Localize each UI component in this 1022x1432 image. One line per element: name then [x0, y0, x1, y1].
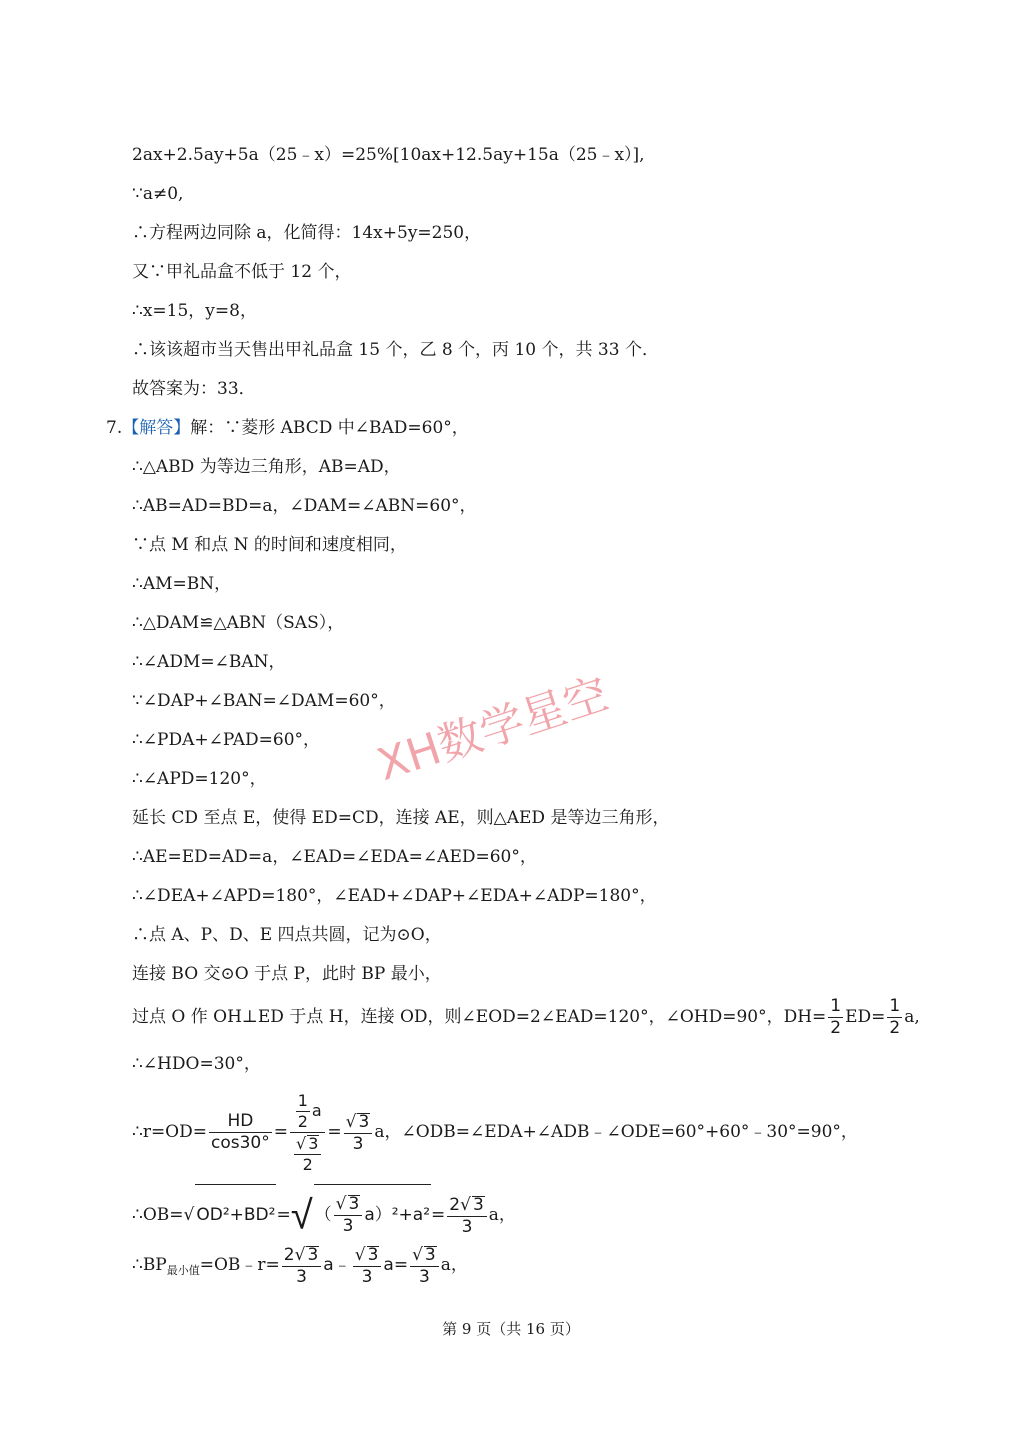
subscript-min: 最小值 [166, 1264, 200, 1277]
inner-expression: a）²+a² [364, 1205, 431, 1225]
numerator [294, 1135, 321, 1155]
text-line: ∴点 A、P、D、E 四点共圆，记为⊙O， [132, 925, 442, 945]
radical-sign: √ [294, 1244, 306, 1265]
minus-term: a﹣ [323, 1255, 351, 1275]
denominator: 2 [302, 1154, 313, 1174]
denominator [290, 1133, 325, 1173]
text-line: ∴∠PDA+∠PAD=60°， [132, 730, 321, 750]
fraction-2sqrt3-3 [447, 1196, 487, 1236]
text-line: ∴x=15，y=8， [132, 301, 257, 321]
radicand: 3 [307, 1244, 319, 1265]
formula-text: ∴r=OD= [132, 1122, 207, 1142]
numerator [334, 1195, 363, 1216]
page-footer: 第 9 页（共 16 页） [442, 1320, 580, 1338]
radicand: 3 [424, 1244, 436, 1265]
text-line: 2ax+2.5ay+5a（25﹣x）=25%[10ax+12.5ay+15a（25﹣x）], [132, 145, 645, 165]
numerator [353, 1246, 382, 1267]
equals-sign: = [273, 1122, 288, 1142]
numerator: 1 [297, 1090, 308, 1110]
watermark: XH数学星空 [371, 668, 615, 791]
denominator: cos30° [211, 1133, 270, 1153]
radical-sign: √ [412, 1244, 423, 1265]
text-line: 延长 CD 至点 E，使得 ED=CD，连接 AE，则△AED 是等边三角形， [132, 808, 670, 828]
numerator [282, 1246, 322, 1267]
fraction-sqrt3-3 [410, 1246, 439, 1286]
fraction-half [828, 998, 843, 1037]
text-line: 连接 BO 交⊙O 于点 P，此时 BP 最小， [132, 964, 442, 984]
radicand: 3 [367, 1244, 379, 1265]
numerator: 1 [830, 996, 842, 1016]
open-paren: （ [314, 1205, 332, 1225]
radicand: 3 [472, 1194, 484, 1215]
radical-sign: √ [183, 1205, 195, 1225]
radicand-large [314, 1184, 431, 1245]
equals-sign: = [327, 1122, 342, 1142]
denominator: 2 [830, 1018, 842, 1038]
radical-sign: √ [460, 1194, 471, 1215]
compound-fraction [290, 1090, 325, 1174]
formula-line-dh [132, 997, 920, 1037]
equals-sign: = [276, 1205, 291, 1225]
denominator: 3 [352, 1133, 364, 1154]
question-7-header [106, 417, 469, 439]
radical-sign: √ [354, 1244, 366, 1265]
text-line: 又∵甲礼品盒不低于 12 个， [132, 262, 352, 282]
numerator: 1 [889, 996, 901, 1016]
formula-text: a, [904, 1007, 920, 1027]
numerator [447, 1196, 487, 1217]
formula-text: a， [488, 1205, 516, 1225]
formula-line-ob [132, 1184, 516, 1246]
denominator: 3 [361, 1266, 373, 1287]
denominator: 3 [418, 1266, 430, 1287]
question-number: 7. [106, 418, 123, 438]
denominator: 3 [342, 1216, 354, 1236]
formula-text: 过点 O 作 OH⊥ED 于点 H，连接 OD，则∠EOD=2∠EAD=120°，∠OHD=90°，DH= [132, 1007, 827, 1027]
formula-text: a， [440, 1255, 468, 1275]
formula-text: ∴OB= [132, 1205, 184, 1225]
fraction-sqrt3-3 [344, 1113, 373, 1153]
text-line: ∴AB=AD=BD=a，∠DAM=∠ABN=60°， [132, 496, 477, 516]
fraction-half [887, 998, 902, 1037]
formula-line-bp [132, 1240, 468, 1296]
denominator: 2 [297, 1111, 308, 1131]
text-line: ∴AM=BN， [132, 574, 232, 594]
radicand: OD²+BD² [195, 1184, 276, 1245]
text-line: ∴∠APD=120°， [132, 769, 267, 789]
variable-a: a [311, 1100, 322, 1120]
fraction-2sqrt3-3 [282, 1246, 322, 1286]
equals-sign: = [431, 1205, 446, 1225]
denominator: 3 [461, 1216, 473, 1237]
text-line: ∴∠ADM=∠BAN， [132, 652, 286, 672]
text-line: ∵∠DAP+∠BAN=∠DAM=60°， [132, 691, 396, 711]
text-line: ∴∠DEA+∠APD=180°，∠EAD+∠DAP+∠EDA+∠ADP=180°， [132, 886, 657, 906]
coefficient: 2 [283, 1244, 295, 1265]
text-line: ∴该该超市当天售出甲礼品盒 15 个，乙 8 个，丙 10 个，共 33 个． [132, 340, 659, 360]
text-line: ∵点 M 和点 N 的时间和速度相同， [132, 535, 407, 555]
numerator: HD [209, 1113, 272, 1133]
denominator: 3 [296, 1266, 307, 1287]
question-text: 解：∵菱形 ABCD 中∠BAD=60°， [190, 418, 469, 438]
numerator [410, 1246, 439, 1267]
formula-text: a，∠ODB=∠EDA+∠ADB﹣∠ODE=60°+60°﹣30°=90°， [374, 1122, 858, 1142]
text-line: ∴AE=ED=AD=a，∠EAD=∠EDA=∠AED=60°， [132, 847, 537, 867]
text-line: ∴∠HDO=30°， [132, 1054, 261, 1074]
radical-sign: √ [296, 1133, 307, 1153]
fraction-sqrt3-2 [294, 1135, 321, 1173]
fraction-sqrt3-3 [353, 1246, 382, 1286]
denominator: 2 [889, 1018, 901, 1038]
radical-sign: √ [345, 1111, 357, 1132]
answer-tag: 【解答】 [122, 418, 191, 438]
text-line: ∵a≠0, [132, 184, 184, 204]
formula-text: ED= [845, 1007, 886, 1027]
numerator [344, 1113, 373, 1134]
variable-a: a [383, 1255, 394, 1275]
fraction-hd-cos [209, 1113, 272, 1152]
radicand: 3 [358, 1111, 370, 1132]
text-line: ∴△ABD 为等边三角形，AB=AD， [132, 457, 401, 477]
text-line: ∴方程两边同除 a，化简得：14x+5y=250， [132, 223, 482, 243]
fraction-sqrt3-3 [334, 1195, 363, 1235]
numerator [290, 1090, 325, 1133]
radical-sign: √ [335, 1194, 347, 1214]
radicand: 3 [308, 1133, 319, 1153]
text-line: 故答案为：33． [132, 379, 256, 399]
equals-sign: = [393, 1255, 409, 1275]
formula-line-r [132, 1092, 858, 1173]
formula-text: ∴BP [132, 1255, 167, 1275]
radical-sign-large: √ [290, 1192, 313, 1239]
coefficient: 2 [449, 1194, 461, 1215]
radicand: 3 [348, 1194, 360, 1214]
fraction-half [296, 1090, 310, 1131]
text-line: ∴△DAM≌△ABN（SAS）， [132, 613, 345, 633]
formula-text: =OB﹣r= [199, 1255, 280, 1275]
